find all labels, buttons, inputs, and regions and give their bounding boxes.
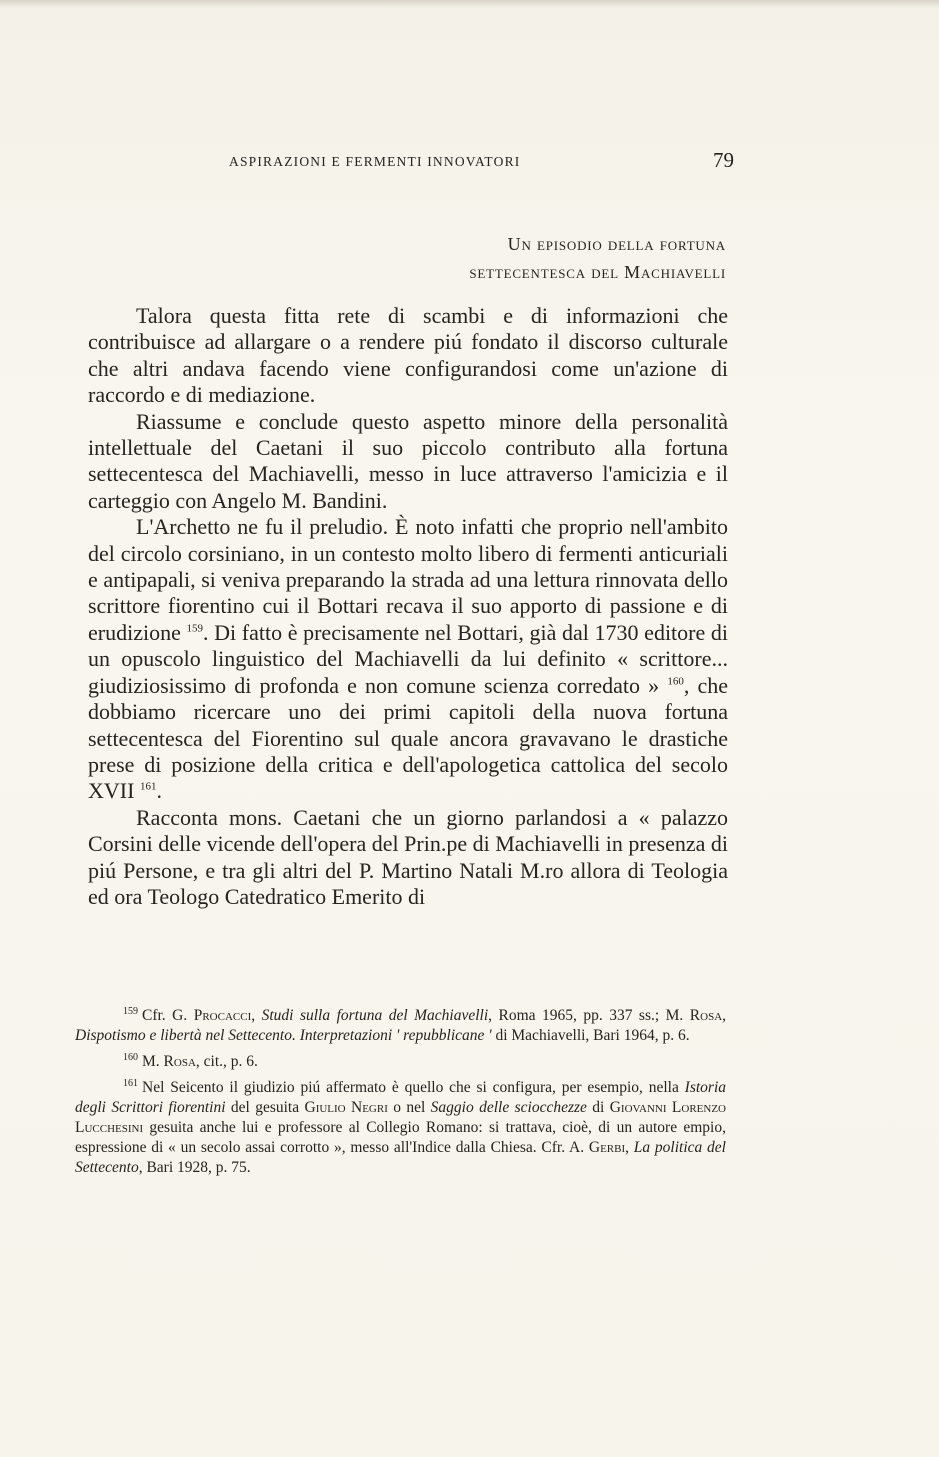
section-title-line-1: Un episodio della fortuna <box>507 234 726 254</box>
footnote-text: di <box>586 1099 610 1116</box>
footnote-text: del gesuita <box>225 1099 305 1116</box>
page-header <box>229 148 734 174</box>
page-top-edge <box>0 0 939 8</box>
footnote-text: o nel <box>387 1099 431 1116</box>
footnote-title: La politica del Settecento <box>75 1139 726 1176</box>
paragraph-1: Talora questa fitta rete di scambi e di informazioni che contribuisce ad allargare o a rendere piú fondato il discorso culturale che altri andava facendo viene configurandosi come un'azione di raccordo e di mediazione. <box>88 303 728 408</box>
body-text <box>88 303 728 910</box>
footnote-text: di Machiavelli, Bari 1964, p. 6. <box>491 1027 690 1044</box>
footnote-title: Dispotismo e libertà nel Settecento. Interpretazioni ' repubblicane ' <box>75 1027 492 1044</box>
footnote-text: Cfr. G. <box>142 1007 194 1024</box>
footnote-text: M. <box>142 1053 164 1070</box>
footnote-title: Studi sulla fortuna del Machiavelli <box>261 1007 489 1024</box>
footnote-ref-160[interactable]: 160 <box>667 675 684 688</box>
footnote-text: , Bari 1928, p. 75. <box>138 1159 251 1176</box>
paragraph-3-part-b: . Di fatto è precisamente nel Bottari, già dal 1730 editore di un opuscolo linguistico del Machiavelli da lui definito « scrittore... giudiziosissimo di profonda e non comune scienza corredato » <box>88 619 728 698</box>
footnote-text: , <box>251 1007 262 1024</box>
footnote-number: 160 <box>123 1051 138 1063</box>
footnote-title: Saggio delle sciocchezze <box>430 1099 587 1116</box>
footnote-author: Procacci <box>193 1007 252 1024</box>
section-title-line-2: settecentesca del Machiavelli <box>469 262 726 282</box>
footnote-author: Gerbi <box>588 1139 626 1156</box>
footnote-text: , <box>722 1007 727 1024</box>
footnote-author: Rosa <box>163 1053 196 1070</box>
section-title <box>300 230 726 286</box>
footnote-ref-159[interactable]: 159 <box>186 622 203 635</box>
running-head: ASPIRAZIONI E FERMENTI INNOVATORI <box>229 154 521 169</box>
footnote-ref-161[interactable]: 161 <box>139 780 157 793</box>
footnote-text: Nel Seicento il giudizio piú affermato è quello che si configura, per esempio, nella <box>142 1079 685 1096</box>
footnote-text: , <box>625 1139 634 1156</box>
footnote-161 <box>75 1078 726 1178</box>
footnote-text: , Roma 1965, pp. 337 ss.; M. <box>488 1007 690 1024</box>
paragraph-3-part-d: . <box>156 778 162 804</box>
paragraph-4: Racconta mons. Caetani che un giorno parlandosi a « palazzo Corsini delle vicende dell'opera del Prin.pe di Machiavelli in presenza di piú Persone, e tra gli altri del P. Martino Natali M.ro allora di Teologia ed ora Teologo Catedratico Emerito di <box>88 804 728 909</box>
footnote-number: 161 <box>123 1077 138 1089</box>
footnotes <box>75 1006 726 1184</box>
footnote-title: Istoria degli Scrittori fiorentini <box>75 1079 726 1116</box>
paragraph-3-part-c: , che dobbiamo ricercare uno dei primi capitoli della nuova fortuna settecentesca del Fiorentino sul quale ancora gravavano le drastiche prese di posizione della critica e dell'apologetica cattolica del secolo XVII <box>88 672 729 804</box>
paragraph-3-part-a: L'Archetto ne fu il preludio. È noto infatti che proprio nell'ambito del circolo corsiniano, in un contesto molto libero di fermenti anticuriali e antipapali, si veniva preparando la strada ad una lettura rinnovata dello scrittore fiorentino cui il Bottari recava il suo apporto di passione e di erudizione <box>88 514 728 645</box>
footnote-text: gesuita anche lui e professore al Collegio Romano: si trattava, cioè, di un autore empio, espressione di « un secolo assai corrotto », messo all'Indice dalla Chiesa. Cfr. A. <box>75 1119 726 1156</box>
page-number: 79 <box>713 148 734 172</box>
footnote-text: , cit., p. 6. <box>195 1053 258 1070</box>
footnote-author: Giulio Negri <box>304 1099 388 1116</box>
paragraph-2: Riassume e conclude questo aspetto minore della personalità intellettuale del Caetani il suo piccolo contributo alla fortuna settecentesca del Machiavelli, messo in luce attraverso l'amicizia e il carteggio con Angelo M. Bandini. <box>88 408 728 513</box>
footnote-number: 159 <box>123 1005 138 1017</box>
footnote-author: Rosa <box>689 1007 723 1024</box>
paragraph-3 <box>88 514 728 804</box>
footnote-160 <box>75 1052 726 1072</box>
footnote-159 <box>75 1006 726 1046</box>
footnote-author: Giovanni Lorenzo Lucchesini <box>75 1099 726 1136</box>
